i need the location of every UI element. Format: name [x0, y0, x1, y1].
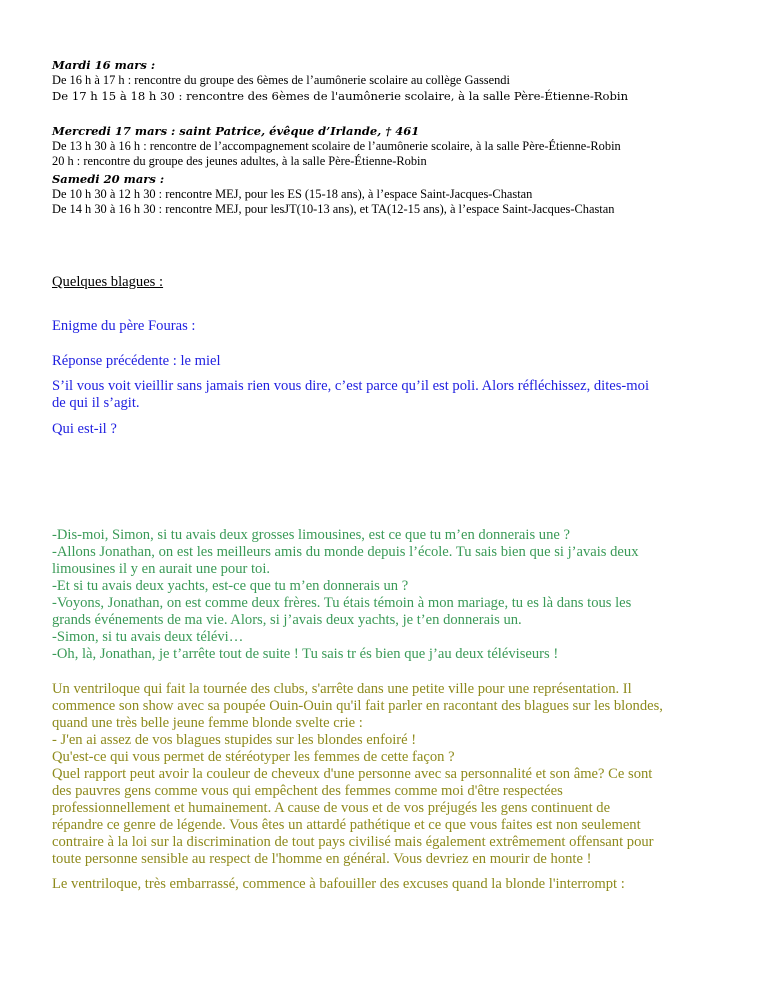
schedule-day-title: Samedi 20 mars : — [52, 172, 165, 186]
schedule-line: 20 h : rencontre du groupe des jeunes adultes, à la salle Père-Étienne-Robin — [52, 154, 427, 168]
riddle-ask: Qui est-il ? — [52, 421, 117, 437]
joke-line: professionnellement et humainement. A cause de vous et de vos préjugés les gens continuent de — [52, 800, 611, 816]
schedule-line: De 17 h 15 à 18 h 30 : rencontre des 6èmes de l'aumônerie scolaire, à la salle Père-Étienne-Robin — [52, 89, 629, 103]
joke-line: contraire à la loi sur la discrimination de tout pays civilisé mais également extrêmement offensant pour — [52, 834, 654, 850]
riddle-previous-answer: Réponse précédente : le miel — [52, 353, 221, 369]
joke-line: -Simon, si tu avais deux télévi… — [52, 629, 244, 645]
riddle-question-line: S’il vous voit vieillir sans jamais rien vous dire, c’est parce qu’il est poli. Alors réfléchissez, dites-moi — [52, 378, 649, 394]
joke-line: commence son show avec sa poupée Ouin-Ouin qu'il fait parler en racontant des blagues sur les blondes, — [52, 698, 663, 714]
schedule-line: De 14 h 30 à 16 h 30 : rencontre MEJ, pour lesJT(10-13 ans), et TA(12-15 ans), à l’espace Saint-Jacques-Chastan — [52, 202, 615, 216]
joke-line: -Allons Jonathan, on est les meilleurs amis du monde depuis l’école. Tu sais bien que si j’avais deux — [52, 544, 639, 560]
schedule-day-wednesday — [52, 124, 722, 169]
joke-line: grands événements de ma vie. Alors, si j’avais deux yachts, je t’en donnerais un. — [52, 612, 522, 628]
joke-line: -Voyons, Jonathan, on est comme deux frères. Tu étais témoin à mon mariage, tu es là dans tous les — [52, 595, 632, 611]
joke-line: toute personne sensible au respect de l'homme en général. Vous devriez en mourir de honte ! — [52, 851, 592, 867]
joke-line: Quel rapport peut avoir la couleur de cheveux d'une personne avec sa personnalité et son âme? Ce sont — [52, 766, 653, 782]
joke-line: répandre ce genre de légende. Vous êtes un attardé pathétique et ce que vous faites est non seulement — [52, 817, 641, 833]
schedule-day-saturday — [52, 172, 722, 217]
schedule-line: De 10 h 30 à 12 h 30 : rencontre MEJ, pour les ES (15-18 ans), à l’espace Saint-Jacques-Chastan — [52, 187, 533, 201]
schedule-day-title: Mercredi 17 mars : saint Patrice, évêque d’Irlande, † 461 — [52, 124, 420, 138]
joke-line: Qu'est-ce qui vous permet de stéréotyper les femmes de cette façon ? — [52, 749, 455, 765]
joke-line: - J'en ai assez de vos blagues stupides sur les blondes enfoiré ! — [52, 732, 417, 748]
schedule-day-title: Mardi 16 mars : — [52, 58, 156, 72]
riddle-question-line: de qui il s’agit. — [52, 395, 140, 411]
joke-ventriloquist-end: Le ventriloque, très embarrassé, commence à bafouiller des excuses quand la blonde l'interrompt : — [52, 876, 625, 892]
joke-dialogue — [52, 527, 720, 663]
joke-line: -Oh, là, Jonathan, je t’arrête tout de suite ! Tu sais tr és bien que j’au deux téléviseurs ! — [52, 646, 559, 662]
riddle-heading: Enigme du père Fouras : — [52, 318, 196, 334]
joke-ventriloquist — [52, 681, 720, 868]
schedule-line: De 13 h 30 à 16 h : rencontre de l’accompagnement scolaire de l’aumônerie scolaire, à la salle Père-Étienne-Robin — [52, 139, 621, 153]
joke-line: des pauvres gens comme vous qui empêchent des femmes comme moi d'être respectées — [52, 783, 563, 799]
riddle-question — [52, 378, 720, 412]
joke-line: -Dis-moi, Simon, si tu avais deux grosses limousines, est ce que tu m’en donnerais une ? — [52, 527, 570, 543]
schedule-line: De 16 h à 17 h : rencontre du groupe des 6èmes de l’aumônerie scolaire au collège Gassendi — [52, 73, 510, 87]
joke-line: -Et si tu avais deux yachts, est-ce que tu m’en donnerais un ? — [52, 578, 409, 594]
joke-line: quand une très belle jeune femme blonde svelte crie : — [52, 715, 363, 731]
joke-line: limousines il y en aurait une pour toi. — [52, 561, 271, 577]
joke-line: Un ventriloque qui fait la tournée des clubs, s'arrête dans une petite ville pour une représentation. Il — [52, 681, 632, 697]
schedule-day-tuesday — [52, 58, 722, 105]
jokes-heading: Quelques blagues : — [52, 274, 164, 290]
